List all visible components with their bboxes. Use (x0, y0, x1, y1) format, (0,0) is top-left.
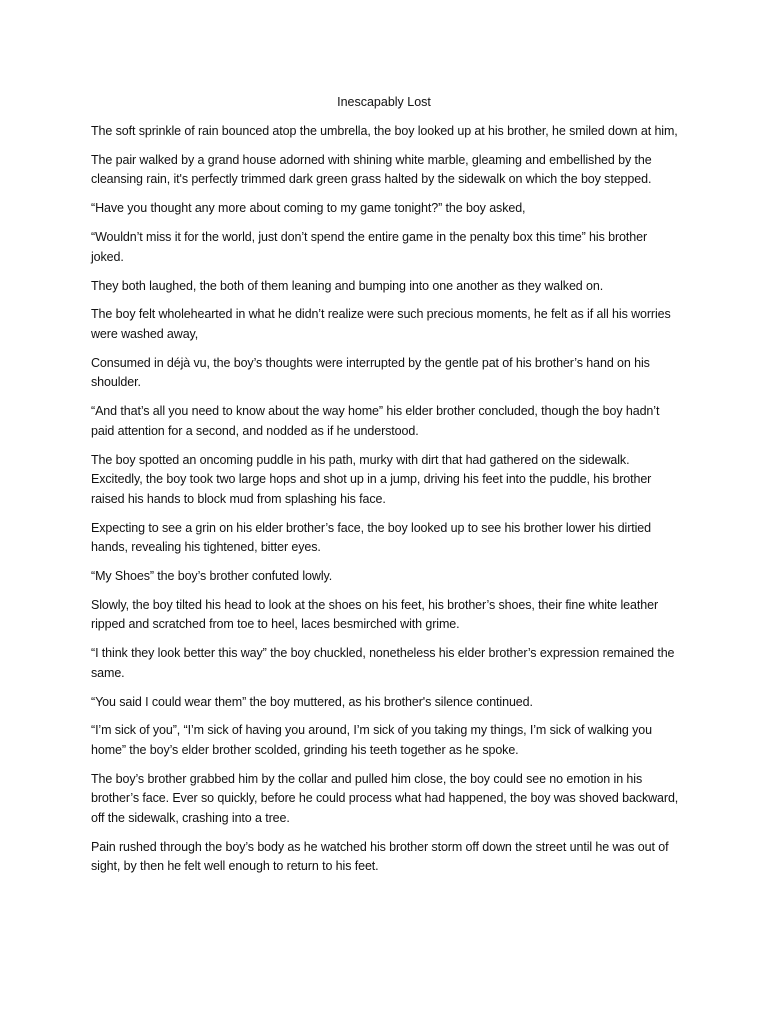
paragraph: “Have you thought any more about coming to my game tonight?” the boy asked, (91, 201, 526, 216)
paragraph: Pain rushed through the boy’s body as he watched his brother storm off down the street until he was out of sight, by then he felt well enough to return to his feet. (91, 839, 669, 874)
paragraph: “Wouldn’t miss it for the world, just don’t spend the entire game in the penalty box this time” his brother joked. (91, 230, 648, 264)
paragraph: The boy’s brother grabbed him by the collar and pulled him close, the boy could see no emotion in his brother’s face. Ever so quickly, before he could process what had happened, the boy was shoved backward, off the sidewalk, crashing into a tree. (91, 771, 679, 825)
paragraph: “You said I could wear them” the boy muttered, as his brother's silence continued. (91, 694, 533, 709)
paragraph: “My Shoes” the boy’s brother confuted lowly. (91, 568, 333, 583)
paragraph: “I’m sick of you”, “I’m sick of having you around, I’m sick of you taking my things, I’m sick of walking you home” the boy’s elder brother scolded, grinding his teeth together as he spoke. (91, 723, 652, 757)
paragraph: They both laughed, the both of them leaning and bumping into one another as they walked on. (91, 278, 604, 293)
document-title: Inescapably Lost (337, 95, 431, 109)
paragraph: The boy felt wholehearted in what he didn’t realize were such precious moments, he felt as if all his worries were washed away, (91, 307, 671, 341)
document-body (91, 122, 681, 886)
paragraph: “I think they look better this way” the boy chuckled, nonetheless his elder brother’s expression remained the same. (91, 646, 675, 680)
paragraph: The soft sprinkle of rain bounced atop the umbrella, the boy looked up at his brother, he smiled down at him, (91, 124, 678, 138)
paragraph: “And that’s all you need to know about the way home” his elder brother concluded, though the boy hadn’t paid attention for a second, and nodded as if he understood. (91, 404, 660, 438)
paragraph: The boy spotted an oncoming puddle in his path, murky with dirt that had gathered on the sidewalk. Excitedly, the boy took two large hops and shot up in a jump, driving his feet into the puddle, his brother raised his hands to block mud from splashing his face. (91, 452, 652, 506)
paragraph: Slowly, the boy tilted his head to look at the shoes on his feet, his brother’s shoes, their fine white leather ripped and scratched from toe to heel, laces besmirched with grime. (91, 597, 659, 632)
paragraph: Consumed in déjà vu, the boy’s thoughts were interrupted by the gentle pat of his brother’s hand on his shoulder. (91, 355, 650, 390)
paragraph: Expecting to see a grin on his elder brother’s face, the boy looked up to see his brother lower his dirtied hands, revealing his tightened, bitter eyes. (91, 520, 652, 555)
paragraph: The pair walked by a grand house adorned with shining white marble, gleaming and embellished by the cleansing rain, it's perfectly trimmed dark green grass halted by the sidewalk on which the boy stepped. (91, 152, 652, 187)
